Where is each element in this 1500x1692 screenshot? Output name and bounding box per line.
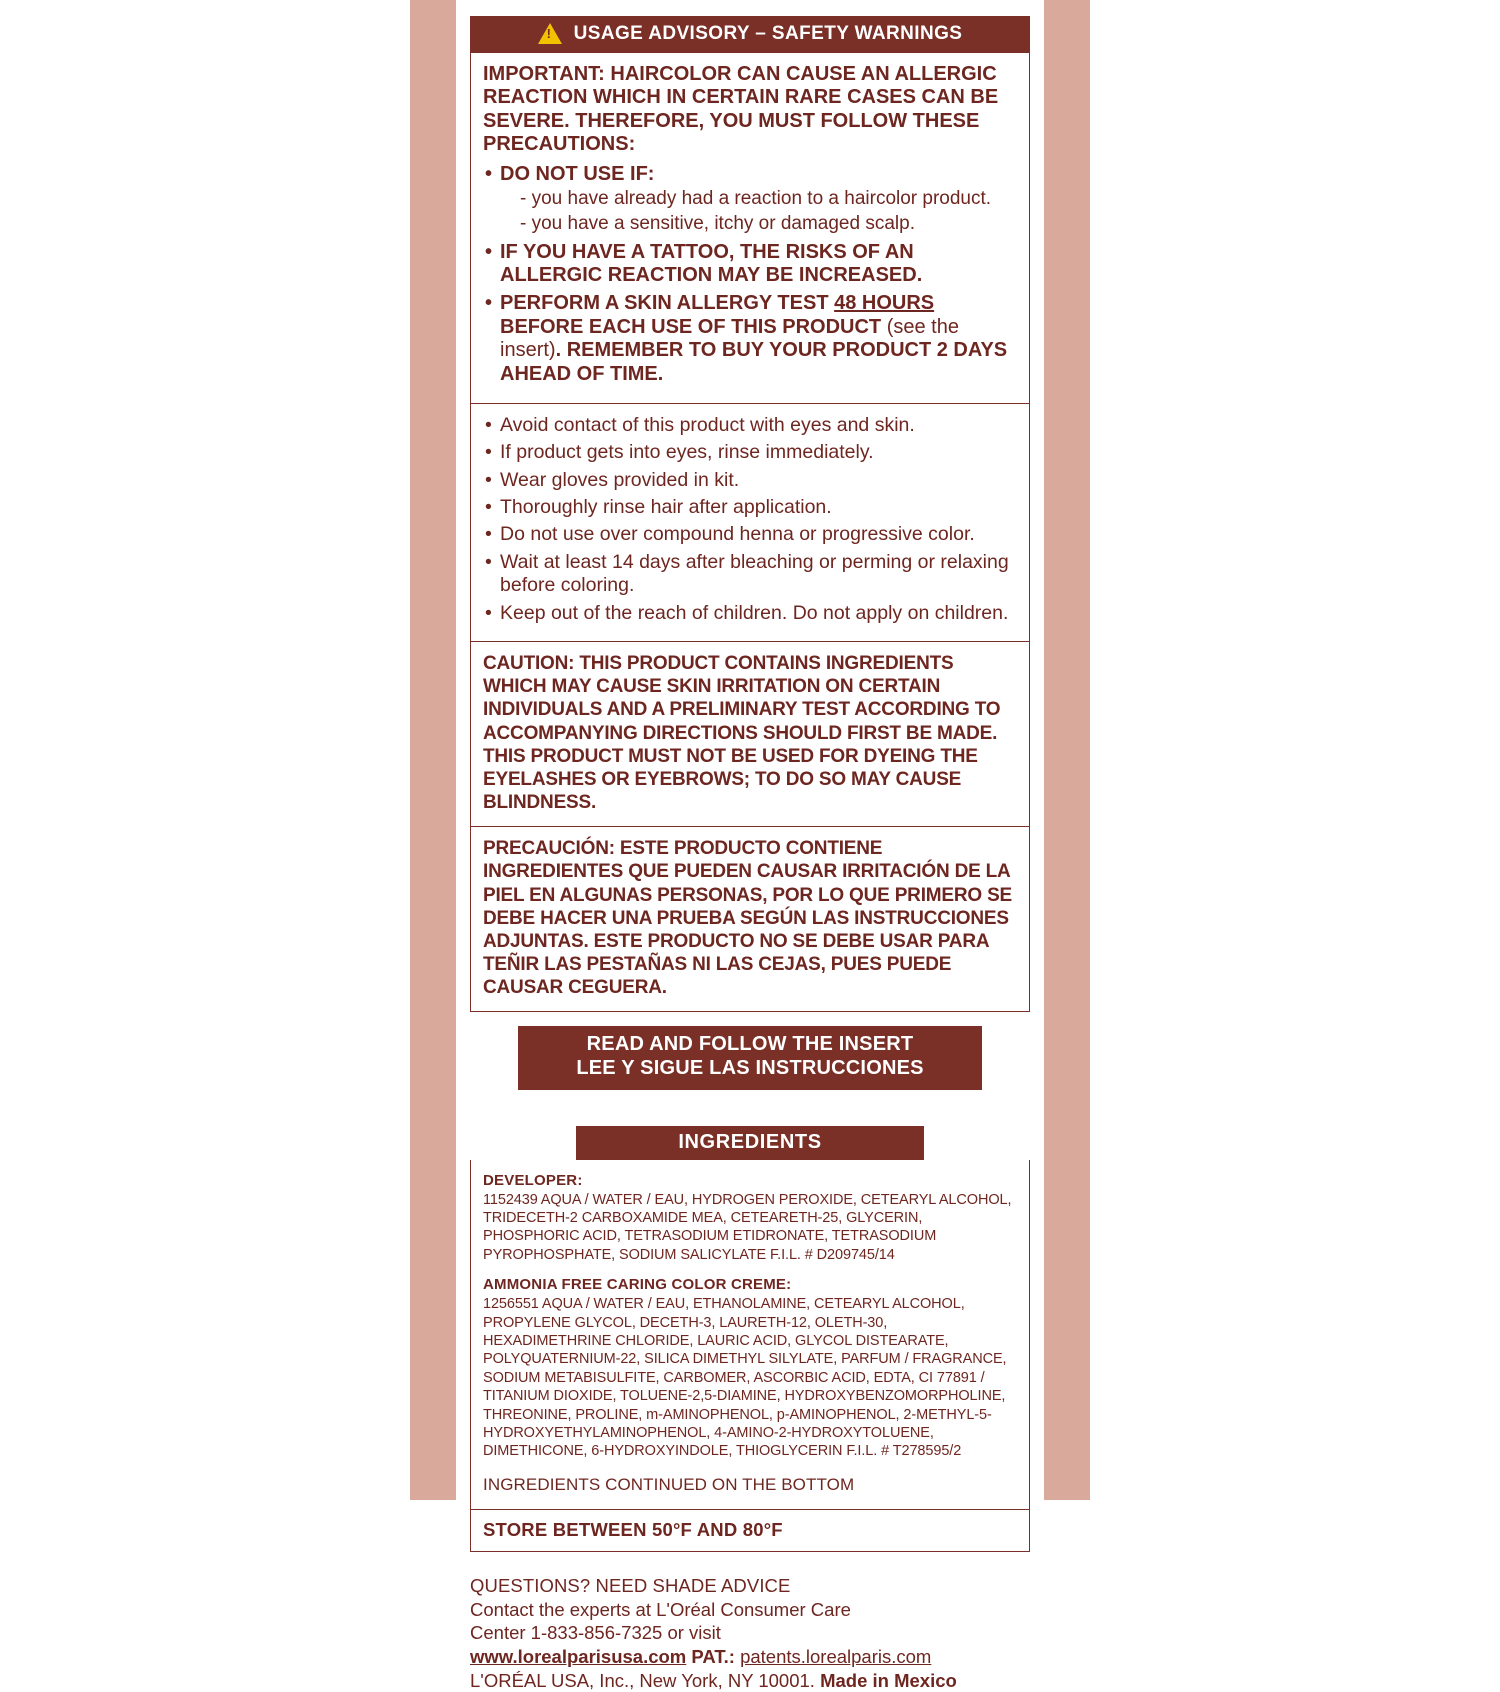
list-item: • Do not use over compound henna or progressive color. <box>483 523 1017 546</box>
box-side-panel-right <box>1044 0 1090 1500</box>
list-item: • Wait at least 14 days after bleaching or perming or relaxing before coloring. <box>483 551 1017 598</box>
advisory-subitem: - you have already had a reaction to a haircolor product. <box>520 187 992 209</box>
footer-company-line <box>470 1669 1030 1692</box>
advisory-bullet-label: IF YOU HAVE A TATTOO, THE RISKS OF AN ALLERGIC REACTION MAY BE INCREASED. <box>500 240 923 286</box>
caution-english-section <box>470 642 1030 827</box>
footer-contact-block <box>470 1574 1030 1692</box>
list-item: • If product gets into eyes, rinse immediately. <box>483 441 1017 464</box>
footer-contact-line-2: Center 1-833-856-7325 or visit <box>470 1622 721 1644</box>
advisory-bullet-tattoo <box>483 241 1017 288</box>
read-insert-line-en: READ AND FOLLOW THE INSERT <box>586 1033 914 1056</box>
website-link[interactable]: www.lorealparisusa.com <box>470 1645 687 1667</box>
storage-instructions: STORE BETWEEN 50°F AND 80°F <box>470 1510 1030 1552</box>
footer-questions-heading: QUESTIONS? NEED SHADE ADVICE <box>470 1574 791 1596</box>
label-white-area <box>456 0 1044 1691</box>
advisory-subitems <box>500 188 1017 236</box>
advisory-bullet-list <box>483 163 1017 386</box>
ingredients-group-title-creme: AMMONIA FREE CARING COLOR CREME: <box>483 1276 792 1294</box>
list-item: • Keep out of the reach of children. Do not apply on children. <box>483 602 1017 625</box>
footer-contact-line-1: Contact the experts at L'Oréal Consumer Care <box>470 1598 851 1620</box>
caution-spanish-section <box>470 827 1030 1012</box>
ingredients-section <box>470 1160 1030 1510</box>
allergy-test-pre: PERFORM A SKIN ALLERGY TEST <box>500 292 835 315</box>
warning-triangle-icon <box>538 23 562 44</box>
list-item: • Thoroughly rinse hair after application. <box>483 496 1017 519</box>
usage-advisory-title: USAGE ADVISORY – SAFETY WARNINGS <box>573 23 963 44</box>
list-item: • Wear gloves provided in kit. <box>483 469 1017 492</box>
advisory-bullet-label: DO NOT USE IF: <box>500 162 655 185</box>
advisory-bullet-allergy-test <box>483 292 1017 386</box>
allergy-test-post: . REMEMBER TO BUY YOUR PRODUCT 2 DAYS AHEAD OF TIME. <box>500 339 1008 385</box>
ingredients-header: INGREDIENTS <box>576 1126 924 1160</box>
allergy-test-hours: 48 HOURS <box>834 292 935 315</box>
ingredients-group-body-creme: 1256551 AQUA / WATER / EAU, ETHANOLAMINE, CETEARYL ALCOHOL, PROPYLENE GLYCOL, DECETH-3, LAURETH-12, OLETH-30, HEXADIMETHRINE CHLORIDE, LAURIC ACID, GLYCOL DISTEARATE, POLYQUATERNIUM-22, SILICA DIMETHYL SILYLATE, PARFUM / FRAGRANCE, SODIUM METABISULFITE, CARBOMER, ASCORBIC ACID, EDTA, CI 77891 / TITANIUM DIOXIDE, TOLUENE-2,5-DIAMINE, HYDROXYBENZOMORPHOLINE, THREONINE, PROLINE, m-AMINOPHENOL, p-AMINOPHENOL, 2-METHYL-5-HYDROXYETHYLAMINOPHENOL, 4-AMINO-2-HYDROXYTOLUENE, DIMETHICONE, 6-HYDROXYINDOLE, THIOGLYCERIN F.I.L. # T278595/2 <box>483 1296 1007 1460</box>
country-of-origin: Made in Mexico <box>820 1669 957 1691</box>
important-precautions-section <box>470 52 1030 404</box>
ingredients-continued-note: INGREDIENTS CONTINUED ON THE BOTTOM <box>483 1474 855 1494</box>
patent-label: PAT.: <box>691 1645 735 1667</box>
advisory-subitem: - you have a sensitive, itchy or damaged scalp. <box>520 212 915 234</box>
box-side-panel-left <box>410 0 456 1500</box>
caution-english-text: CAUTION: THIS PRODUCT CONTAINS INGREDIENTS WHICH MAY CAUSE SKIN IRRITATION ON CERTAIN INDIVIDUALS AND A PRELIMINARY TEST ACCORDING TO ACCOMPANYING DIRECTIONS SHOULD FIRST BE MADE. THIS PRODUCT MUST NOT BE USED FOR DYEING THE EYELASHES OR EYEBROWS; TO DO SO MAY CAUSE BLINDNESS. <box>483 653 1001 814</box>
usage-advisory-header <box>470 16 1030 52</box>
footer-links-line <box>470 1645 1030 1669</box>
important-intro-text: IMPORTANT: HAIRCOLOR CAN CAUSE AN ALLERGIC REACTION WHICH IN CERTAIN RARE CASES CAN BE SEVERE. THEREFORE, YOU MUST FOLLOW THESE PRECAUTIONS: <box>483 63 999 156</box>
ingredients-group-body-developer: 1152439 AQUA / WATER / EAU, HYDROGEN PEROXIDE, CETEARYL ALCOHOL, TRIDECETH-2 CARBOXAMIDE MEA, CETEARETH-25, GLYCERIN, PHOSPHORIC ACID, TETRASODIUM ETIDRONATE, TETRASODIUM PYROPHOSPHATE, SODIUM SALICYLATE F.I.L. # D209745/14 <box>483 1191 1012 1263</box>
caution-spanish-text: PRECAUCIÓN: ESTE PRODUCTO CONTIENE INGREDIENTES QUE PUEDEN CAUSAR IRRITACIÓN DE LA PIEL EN ALGUNAS PERSONAS, POR LO QUE PRIMERO SE DEBE HACER UNA PRUEBA SEGÚN LAS INSTRUCCIONES ADJUNTAS. ESTE PRODUCTO NO SE DEBE USAR PARA TEÑIR LAS PESTAÑAS NI LAS CEJAS, PUES PUEDE CAUSAR CEGUERA. <box>483 838 1013 999</box>
precautions-list <box>483 414 1017 625</box>
label-content <box>470 16 1030 1692</box>
spacer <box>483 1264 1017 1276</box>
company-address: L'ORÉAL USA, Inc., New York, NY 10001. <box>470 1669 815 1691</box>
advisory-bullet-do-not-use <box>483 163 1017 236</box>
general-precautions-section <box>470 404 1030 642</box>
read-insert-banner <box>518 1026 982 1089</box>
patents-link[interactable]: patents.lorealparis.com <box>740 1645 932 1667</box>
allergy-test-mid: BEFORE EACH USE OF THIS PRODUCT <box>500 315 887 338</box>
read-insert-line-es: LEE Y SIGUE LAS INSTRUCCIONES <box>576 1057 924 1080</box>
ingredients-group-title-developer: DEVELOPER: <box>483 1171 583 1189</box>
list-item: • Avoid contact of this product with eyes and skin. <box>483 414 1017 437</box>
allergy-test-paren: (see the insert) <box>500 315 959 362</box>
